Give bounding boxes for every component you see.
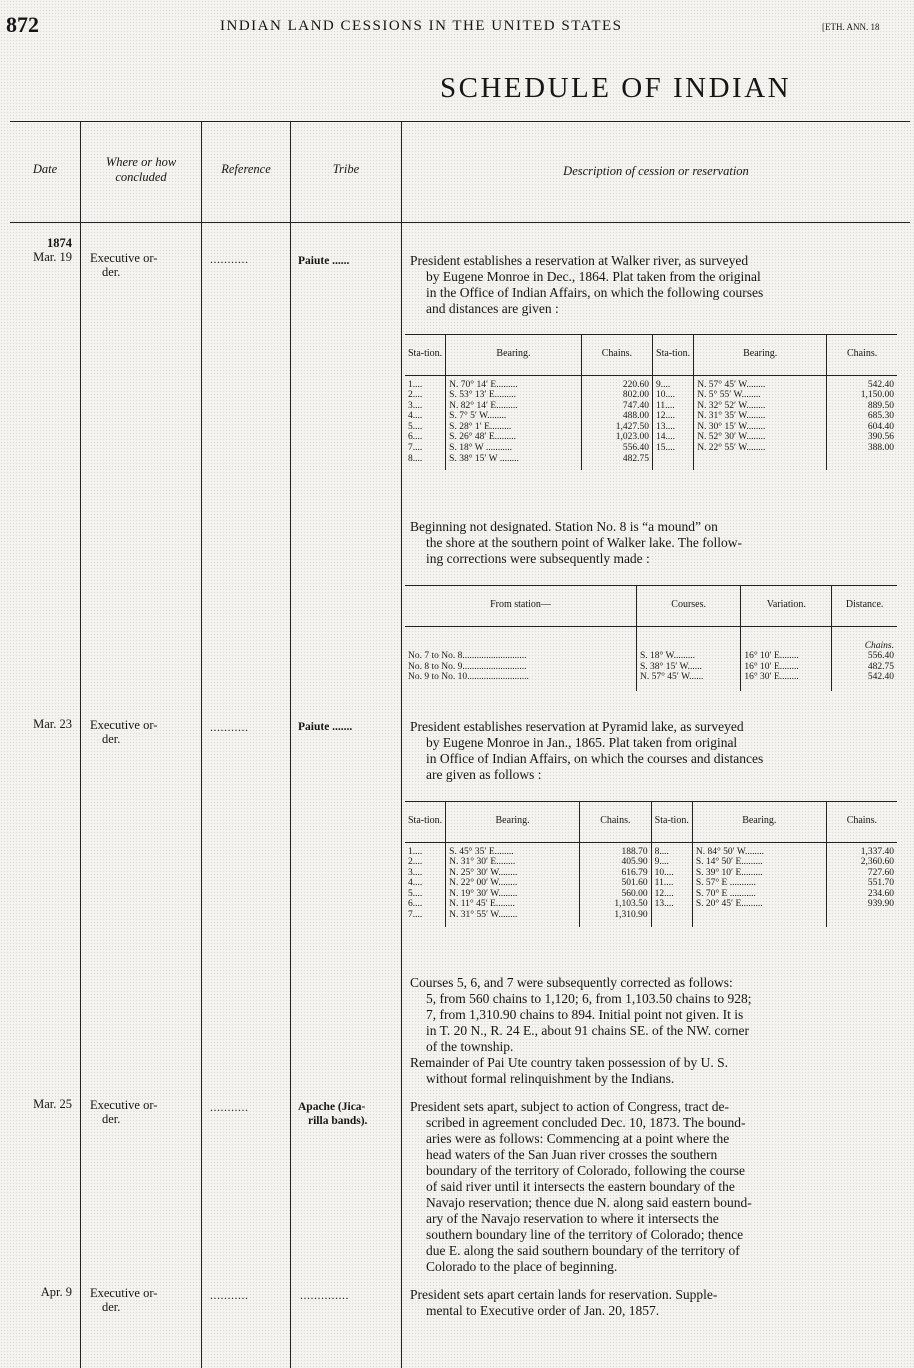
- correction-row: [405, 672, 897, 683]
- table-row: [405, 401, 897, 412]
- t1-h-bearing: Bearing.: [446, 335, 582, 375]
- table-row: [405, 443, 897, 454]
- entry1-cell-b1: S. 26° 48′ E.........: [446, 432, 582, 443]
- entry3-where-line2: der.: [102, 1112, 121, 1126]
- entry3-desc-line: aries were as follows: Commencing at a point where the: [426, 1131, 730, 1146]
- col-header-reference: Reference: [221, 162, 271, 176]
- entry1-cell-s1: 8....: [408, 453, 423, 464]
- correction-spacer: [405, 683, 897, 691]
- entry4-date: Apr. 9: [40, 1285, 72, 1299]
- entry1-desc-line: by Eugene Monroe in Dec., 1864. Plat taken from the original: [426, 269, 761, 284]
- entry1-cell-c1: 802.00: [581, 390, 652, 401]
- entry2-table-body: [405, 842, 897, 927]
- spacer-cell: [581, 464, 652, 470]
- entry1-cell-c2: 388.00: [827, 443, 897, 454]
- table-row: [405, 899, 897, 910]
- entry2-bearings-table: [405, 802, 897, 927]
- entry2-cell-b1: N. 19° 30′ W........: [446, 889, 580, 900]
- entry1-cell-c2: 1,150.00: [827, 390, 897, 401]
- entry2-cell-c1: 501.60: [580, 878, 652, 889]
- entry2-desc-line: in Office of Indian Affairs, on which the courses and distances: [426, 751, 764, 766]
- entry3-description: [410, 1099, 892, 1275]
- correction-cell-variation: 16° 10′ E........: [741, 662, 832, 673]
- entry3-date: Mar. 25: [33, 1097, 72, 1111]
- entry1-cell-b2: [694, 454, 827, 465]
- entry1-reference: ...........: [210, 252, 249, 266]
- running-title: INDIAN LAND CESSIONS IN THE UNITED STATES: [220, 18, 623, 34]
- entry1-cell-b2: N. 5° 55′ W........: [694, 390, 827, 401]
- entry1-year: 1874: [47, 236, 72, 250]
- entry1-where: [90, 251, 200, 279]
- t2-h-chains: Chains.: [580, 802, 652, 842]
- entry2-cell-c2: 939.90: [826, 899, 897, 910]
- entry3-desc-line: southern boundary line of the territory of Colorado; thence: [426, 1227, 744, 1242]
- entry4-description: [410, 1287, 892, 1319]
- entry1-cell-b2: N. 22° 55′ W........: [694, 443, 827, 454]
- table-row: [405, 878, 897, 889]
- t2-h-bearing: Bearing.: [446, 802, 580, 842]
- entry3-desc-line: due E. along the said southern boundary of the territory of: [426, 1243, 740, 1258]
- entry3-tribe: [298, 1100, 398, 1128]
- entry2-cell-b1: N. 25° 30′ W........: [446, 868, 580, 879]
- spacer-cell: [637, 683, 741, 691]
- spacer-cell: [827, 464, 897, 470]
- t1-h-station: [405, 335, 446, 375]
- col-header-where: [82, 155, 200, 185]
- entry2-cell-c1: 560.00: [580, 889, 652, 900]
- entry2-cell-c2: [826, 910, 897, 921]
- corr-h-courses: Courses.: [637, 586, 741, 626]
- entry2-cell-c2: 2,360.60: [826, 857, 897, 868]
- entry1-cell-c2: 390.56: [827, 432, 897, 443]
- table-row: [405, 422, 897, 433]
- entry2-cell-s2: 13....: [651, 899, 692, 910]
- col-header-tribe: Tribe: [332, 162, 360, 176]
- entry2-cell-s2: 11....: [651, 878, 692, 889]
- t2-h-bearing2: Bearing.: [692, 802, 826, 842]
- entry1-note-line: ing corrections were subsequently made :: [426, 551, 650, 566]
- entry3-desc-line: President sets apart, subject to action of Congress, tract de-: [410, 1099, 730, 1114]
- spacer-cell: [651, 921, 692, 927]
- entry1-cell-c1: 1,427.50: [581, 422, 652, 433]
- corr-spacer: [637, 626, 741, 651]
- table-row: [405, 910, 897, 921]
- spacer-cell: [741, 683, 832, 691]
- t1-h-chains: Chains.: [581, 335, 652, 375]
- entry2-cell-b2: S. 39° 10′ E.........: [692, 868, 826, 879]
- entry2-cell-s2: [651, 910, 692, 921]
- entry2-cell-b2: S. 57° E ...........: [692, 878, 826, 889]
- entry2-cell-c2: 1,337.40: [826, 842, 897, 857]
- entry1-desc-line: and distances are given :: [426, 301, 559, 316]
- correction-row: [405, 651, 897, 662]
- corr-spacer: [741, 626, 832, 651]
- entry1-corrections-table: [405, 586, 897, 691]
- entry1-cell-b2: N. 30° 15′ W........: [694, 422, 827, 433]
- entry2-cell-s1: 5....: [408, 888, 423, 899]
- t2-h-chains2: Chains.: [826, 802, 897, 842]
- entry2-cell-s1: 3....: [408, 867, 423, 878]
- entry2-cell-b1: N. 11° 45′ E........: [446, 899, 580, 910]
- table-row: [405, 411, 897, 422]
- entry4-where: [90, 1286, 200, 1314]
- entry1-cell-s1: 7....: [408, 443, 423, 454]
- corr-spacer: [405, 626, 637, 651]
- spacer-cell: [826, 921, 897, 927]
- entry1-cell-b2: N. 57° 45′ W........: [694, 375, 827, 390]
- correction-cell-course: N. 57° 45′ W......: [637, 672, 741, 683]
- entry2-date: Mar. 23: [33, 717, 72, 731]
- entry1-note: [410, 519, 892, 567]
- entry4-desc-line: President sets apart certain lands for reservation. Supple-: [410, 1287, 718, 1302]
- correction-cell-distance: 482.75: [832, 662, 897, 673]
- entry1-cell-c1: 482.75: [581, 454, 652, 465]
- entry1-cell-s1: 4....: [408, 411, 423, 422]
- correction-cell-course: S. 18° W.........: [637, 651, 741, 662]
- entry1-cell-c1: 220.60: [581, 375, 652, 390]
- corr-h-distance: Distance.: [832, 586, 897, 626]
- table-row: [405, 454, 897, 465]
- corr-h-variation: Variation.: [741, 586, 832, 626]
- entry2-cell-b1: N. 31° 55′ W........: [446, 910, 580, 921]
- spacer-cell: [692, 921, 826, 927]
- entry1-cell-c2: 542.40: [827, 375, 897, 390]
- entry3-reference: ...........: [210, 1100, 249, 1114]
- col-header-description: Description of cession or reservation: [563, 164, 749, 178]
- spacer-cell: [446, 921, 580, 927]
- column-divider-1: [80, 121, 81, 1368]
- t1-h-bearing2: Bearing.: [694, 335, 827, 375]
- entry1-cell-b2: N. 31° 35′ W........: [694, 411, 827, 422]
- entry2-note-line: of the township.: [426, 1039, 514, 1054]
- table-row: [405, 868, 897, 879]
- entry1-description: [410, 253, 892, 317]
- entry1-where-line2: der.: [102, 265, 121, 279]
- table-row: [405, 375, 897, 390]
- entry1-note-line: the shore at the southern point of Walker lake. The follow-: [426, 535, 742, 550]
- entry1-cell-s2: 12....: [653, 411, 694, 422]
- entry1-cell-b2: N. 32° 52′ W........: [694, 401, 827, 412]
- entry2-cell-s2: 8....: [651, 842, 692, 857]
- entry1-cell-c1: 747.40: [581, 401, 652, 412]
- column-divider-3: [290, 121, 291, 1368]
- entry2-note-line: 5, from 560 chains to 1,120; 6, from 1,103.50 chains to 928;: [426, 991, 752, 1006]
- entry1-cell-s2: 13....: [653, 422, 694, 433]
- entry2-cell-s1: 7....: [408, 910, 423, 921]
- correction-cell-variation: 16° 30′ E........: [741, 672, 832, 683]
- corr-unit: Chains.: [832, 626, 897, 651]
- entry4-where-line2: der.: [102, 1300, 121, 1314]
- entry1-cell-b1: S. 28° 1′ E.........: [446, 422, 582, 433]
- header-bottom-rule: [10, 222, 910, 223]
- entry1-cell-b1: S. 7° 5′ W........: [446, 411, 582, 422]
- schedule-title: SCHEDULE OF INDIAN: [440, 72, 792, 104]
- entry2-note-line: 7, from 1,310.90 chains to 894. Initial point not given. It is: [426, 1007, 744, 1022]
- table-row-spacer: [405, 921, 897, 927]
- table-row-spacer: [405, 464, 897, 470]
- entry2-cell-c1: 616.79: [580, 868, 652, 879]
- spacer-cell: [405, 464, 446, 470]
- entry2-desc-line: by Eugene Monroe in Jan., 1865. Plat taken from original: [426, 735, 738, 750]
- entry1-cell-c2: 685.30: [827, 411, 897, 422]
- entry2-reference: ...........: [210, 720, 249, 734]
- entry2-cell-c1: 188.70: [580, 842, 652, 857]
- t1-h-station2: Sta-tion.: [653, 335, 694, 375]
- entry2-cell-b2: [692, 910, 826, 921]
- correction-cell-variation: 16° 10′ E........: [741, 651, 832, 662]
- spacer-cell: [694, 464, 827, 470]
- entry1-cell-b1: N. 82° 14′ E.........: [446, 401, 582, 412]
- correction-row: [405, 662, 897, 673]
- entry1-desc-line: President establishes a reservation at Walker river, as surveyed: [410, 253, 749, 268]
- entry3-desc-line: Colorado to the place of beginning.: [426, 1259, 618, 1274]
- entry2-cell-s2: 9....: [651, 857, 692, 868]
- entry2-remainder-line: Remainder of Pai Ute country taken possession of by U. S.: [410, 1055, 728, 1070]
- entry2-where-line1: Executive or-: [90, 718, 158, 732]
- running-right: [ETH. ANN. 18: [822, 22, 880, 32]
- entry2-desc-line: are given as follows :: [426, 767, 542, 782]
- entry3-desc-line: boundary of the territory of Colorado, following the course: [426, 1163, 746, 1178]
- entry1-table-body: [405, 375, 897, 470]
- t2-h-station2: Sta-tion.: [651, 802, 692, 842]
- entry2-cell-b2: S. 70° E ...........: [692, 889, 826, 900]
- correction-cell-from: No. 7 to No. 8...........................: [408, 651, 527, 662]
- entry2-cell-c2: 727.60: [826, 868, 897, 879]
- table-row: [405, 889, 897, 900]
- entry2-where-line2: der.: [102, 732, 121, 746]
- entry1-corrections-body: [405, 651, 897, 691]
- entry1-cell-b1: N. 70° 14′ E.........: [446, 375, 582, 390]
- t1-h-chains2: Chains.: [827, 335, 897, 375]
- entry2-cell-s2: 10....: [651, 868, 692, 879]
- entry1-where-line1: Executive or-: [90, 251, 158, 265]
- spacer-cell: [653, 464, 694, 470]
- spacer-cell: [580, 921, 652, 927]
- col-header-where-line2: concluded: [115, 170, 167, 184]
- entry1-bearings-table: [405, 335, 897, 470]
- entry1-cell-c2: [827, 454, 897, 465]
- entry3-where-line1: Executive or-: [90, 1098, 158, 1112]
- entry2-where: [90, 718, 200, 746]
- table-row: [405, 857, 897, 868]
- entry1-cell-c2: 604.40: [827, 422, 897, 433]
- entry1-tribe: Paiute ......: [298, 255, 350, 267]
- entry2-cell-b2: S. 20° 45′ E.........: [692, 899, 826, 910]
- entry2-cell-s2: 12....: [651, 889, 692, 900]
- entry2-cell-s1: 6....: [408, 899, 423, 910]
- entry2-cell-c2: 551.70: [826, 878, 897, 889]
- entry4-tribe: ..............: [300, 1288, 349, 1302]
- page-number: 872: [6, 12, 39, 37]
- entry2-cell-b1: S. 45° 35′ E........: [446, 842, 580, 857]
- entry1-cell-s1: 3....: [408, 400, 423, 411]
- entry1-cell-s2: [653, 454, 694, 465]
- entry1-cell-b1: S. 18° W ...........: [446, 443, 582, 454]
- entry1-cell-s2: 14....: [653, 432, 694, 443]
- entry2-cell-b1: N. 22° 00′ W........: [446, 878, 580, 889]
- entry2-cell-b2: S. 14° 50′ E.........: [692, 857, 826, 868]
- entry1-cell-s1: 2....: [408, 390, 423, 401]
- entry1-cell-b1: S. 38° 15′ W ........: [446, 454, 582, 465]
- spacer-cell: [405, 683, 637, 691]
- entry1-note-line: Beginning not designated. Station No. 8 is “a mound” on: [410, 519, 718, 534]
- entry3-desc-line: of said river until it intersects the eastern boundary of the: [426, 1179, 735, 1194]
- entry2-remainder-line: without formal relinquishment by the Indians.: [426, 1071, 675, 1086]
- entry1-cell-c1: 488.00: [581, 411, 652, 422]
- entry1-cell-s1: 6....: [408, 432, 423, 443]
- entry3-desc-line: Navajo reservation; thence due N. along said eastern bound-: [426, 1195, 752, 1210]
- entry4-desc-line: mental to Executive order of Jan. 20, 1857.: [426, 1303, 660, 1318]
- entry1-cell-s2: 9....: [653, 375, 694, 390]
- entry2-description: [410, 719, 892, 783]
- entry2-cell-s1: 4....: [408, 878, 423, 889]
- col-header-date: Date: [32, 162, 58, 176]
- entry3-desc-line: scribed in agreement concluded Dec. 10, 1873. The bound-: [426, 1115, 746, 1130]
- correction-cell-course: S. 38° 15′ W......: [637, 662, 741, 673]
- entry2-desc-line: President establishes reservation at Pyramid lake, as surveyed: [410, 719, 744, 734]
- entry1-cell-c1: 1,023.00: [581, 432, 652, 443]
- table-top-rule: [10, 121, 910, 122]
- t2-h-station: Sta-tion.: [405, 802, 446, 842]
- entry1-cell-s2: 15....: [653, 443, 694, 454]
- entry2-cell-c1: 1,310.90: [580, 910, 652, 921]
- entry2-cell-s1: 2....: [408, 857, 423, 868]
- entry3-tribe-line2: rilla bands).: [308, 1115, 368, 1127]
- entry1-cell-s1: 5....: [408, 421, 423, 432]
- entry1-cell-c2: 889.50: [827, 401, 897, 412]
- table-row: [405, 432, 897, 443]
- correction-cell-from: No. 8 to No. 9...........................: [408, 661, 527, 672]
- entry1-cell-s2: 10....: [653, 390, 694, 401]
- entry1-cell-b1: S. 53° 13′ E.........: [446, 390, 582, 401]
- entry1-date: Mar. 19: [33, 250, 72, 264]
- entry2-tribe: Paiute .......: [298, 721, 353, 733]
- entry2-cell-b2: N. 84° 50′ W........: [692, 842, 826, 857]
- t1-h-station-label: Sta-tion.: [408, 348, 443, 360]
- col-header-where-line1: Where or how: [105, 155, 177, 169]
- entry1-cell-s1: 1....: [408, 379, 423, 390]
- correction-cell-distance: 542.40: [832, 672, 897, 683]
- correction-cell-distance: 556.40: [832, 651, 897, 662]
- column-divider-2: [201, 121, 202, 1368]
- corr-h-from: From station—: [405, 586, 637, 626]
- entry3-desc-line: ary of the Navajo reservation to where it intersects the: [426, 1211, 719, 1226]
- entry2-note-line: Courses 5, 6, and 7 were subsequently corrected as follows:: [410, 975, 733, 990]
- spacer-cell: [405, 921, 446, 927]
- entry3-tribe-line1: Apache (Jica-: [298, 1101, 366, 1113]
- entry2-note-line: in T. 20 N., R. 24 E., about 91 chains SE. of the NW. corner: [426, 1023, 749, 1038]
- spacer-cell: [832, 683, 897, 691]
- spacer-cell: [446, 464, 582, 470]
- entry1-cell-c1: 556.40: [581, 443, 652, 454]
- entry2-cell-c1: 1,103.50: [580, 899, 652, 910]
- entry2-cell-b1: N. 31° 30′ E........: [446, 857, 580, 868]
- correction-cell-from: No. 9 to No. 10..........................: [408, 672, 529, 683]
- table-row: [405, 842, 897, 857]
- entry1-cell-b2: N. 52° 30′ W........: [694, 432, 827, 443]
- table-row: [405, 390, 897, 401]
- entry2-note: [410, 975, 892, 1087]
- entry1-desc-line: in the Office of Indian Affairs, on which the following courses: [426, 285, 764, 300]
- column-divider-4: [401, 121, 402, 1368]
- entry3-where: [90, 1098, 200, 1126]
- entry1-cell-s2: 11....: [653, 401, 694, 412]
- entry4-reference: ...........: [210, 1288, 249, 1302]
- entry2-cell-s1: 1....: [408, 846, 423, 857]
- entry3-desc-line: head waters of the San Juan river crosses the southern: [426, 1147, 718, 1162]
- entry2-cell-c1: 405.90: [580, 857, 652, 868]
- entry2-cell-c2: 234.60: [826, 889, 897, 900]
- entry4-where-line1: Executive or-: [90, 1286, 158, 1300]
